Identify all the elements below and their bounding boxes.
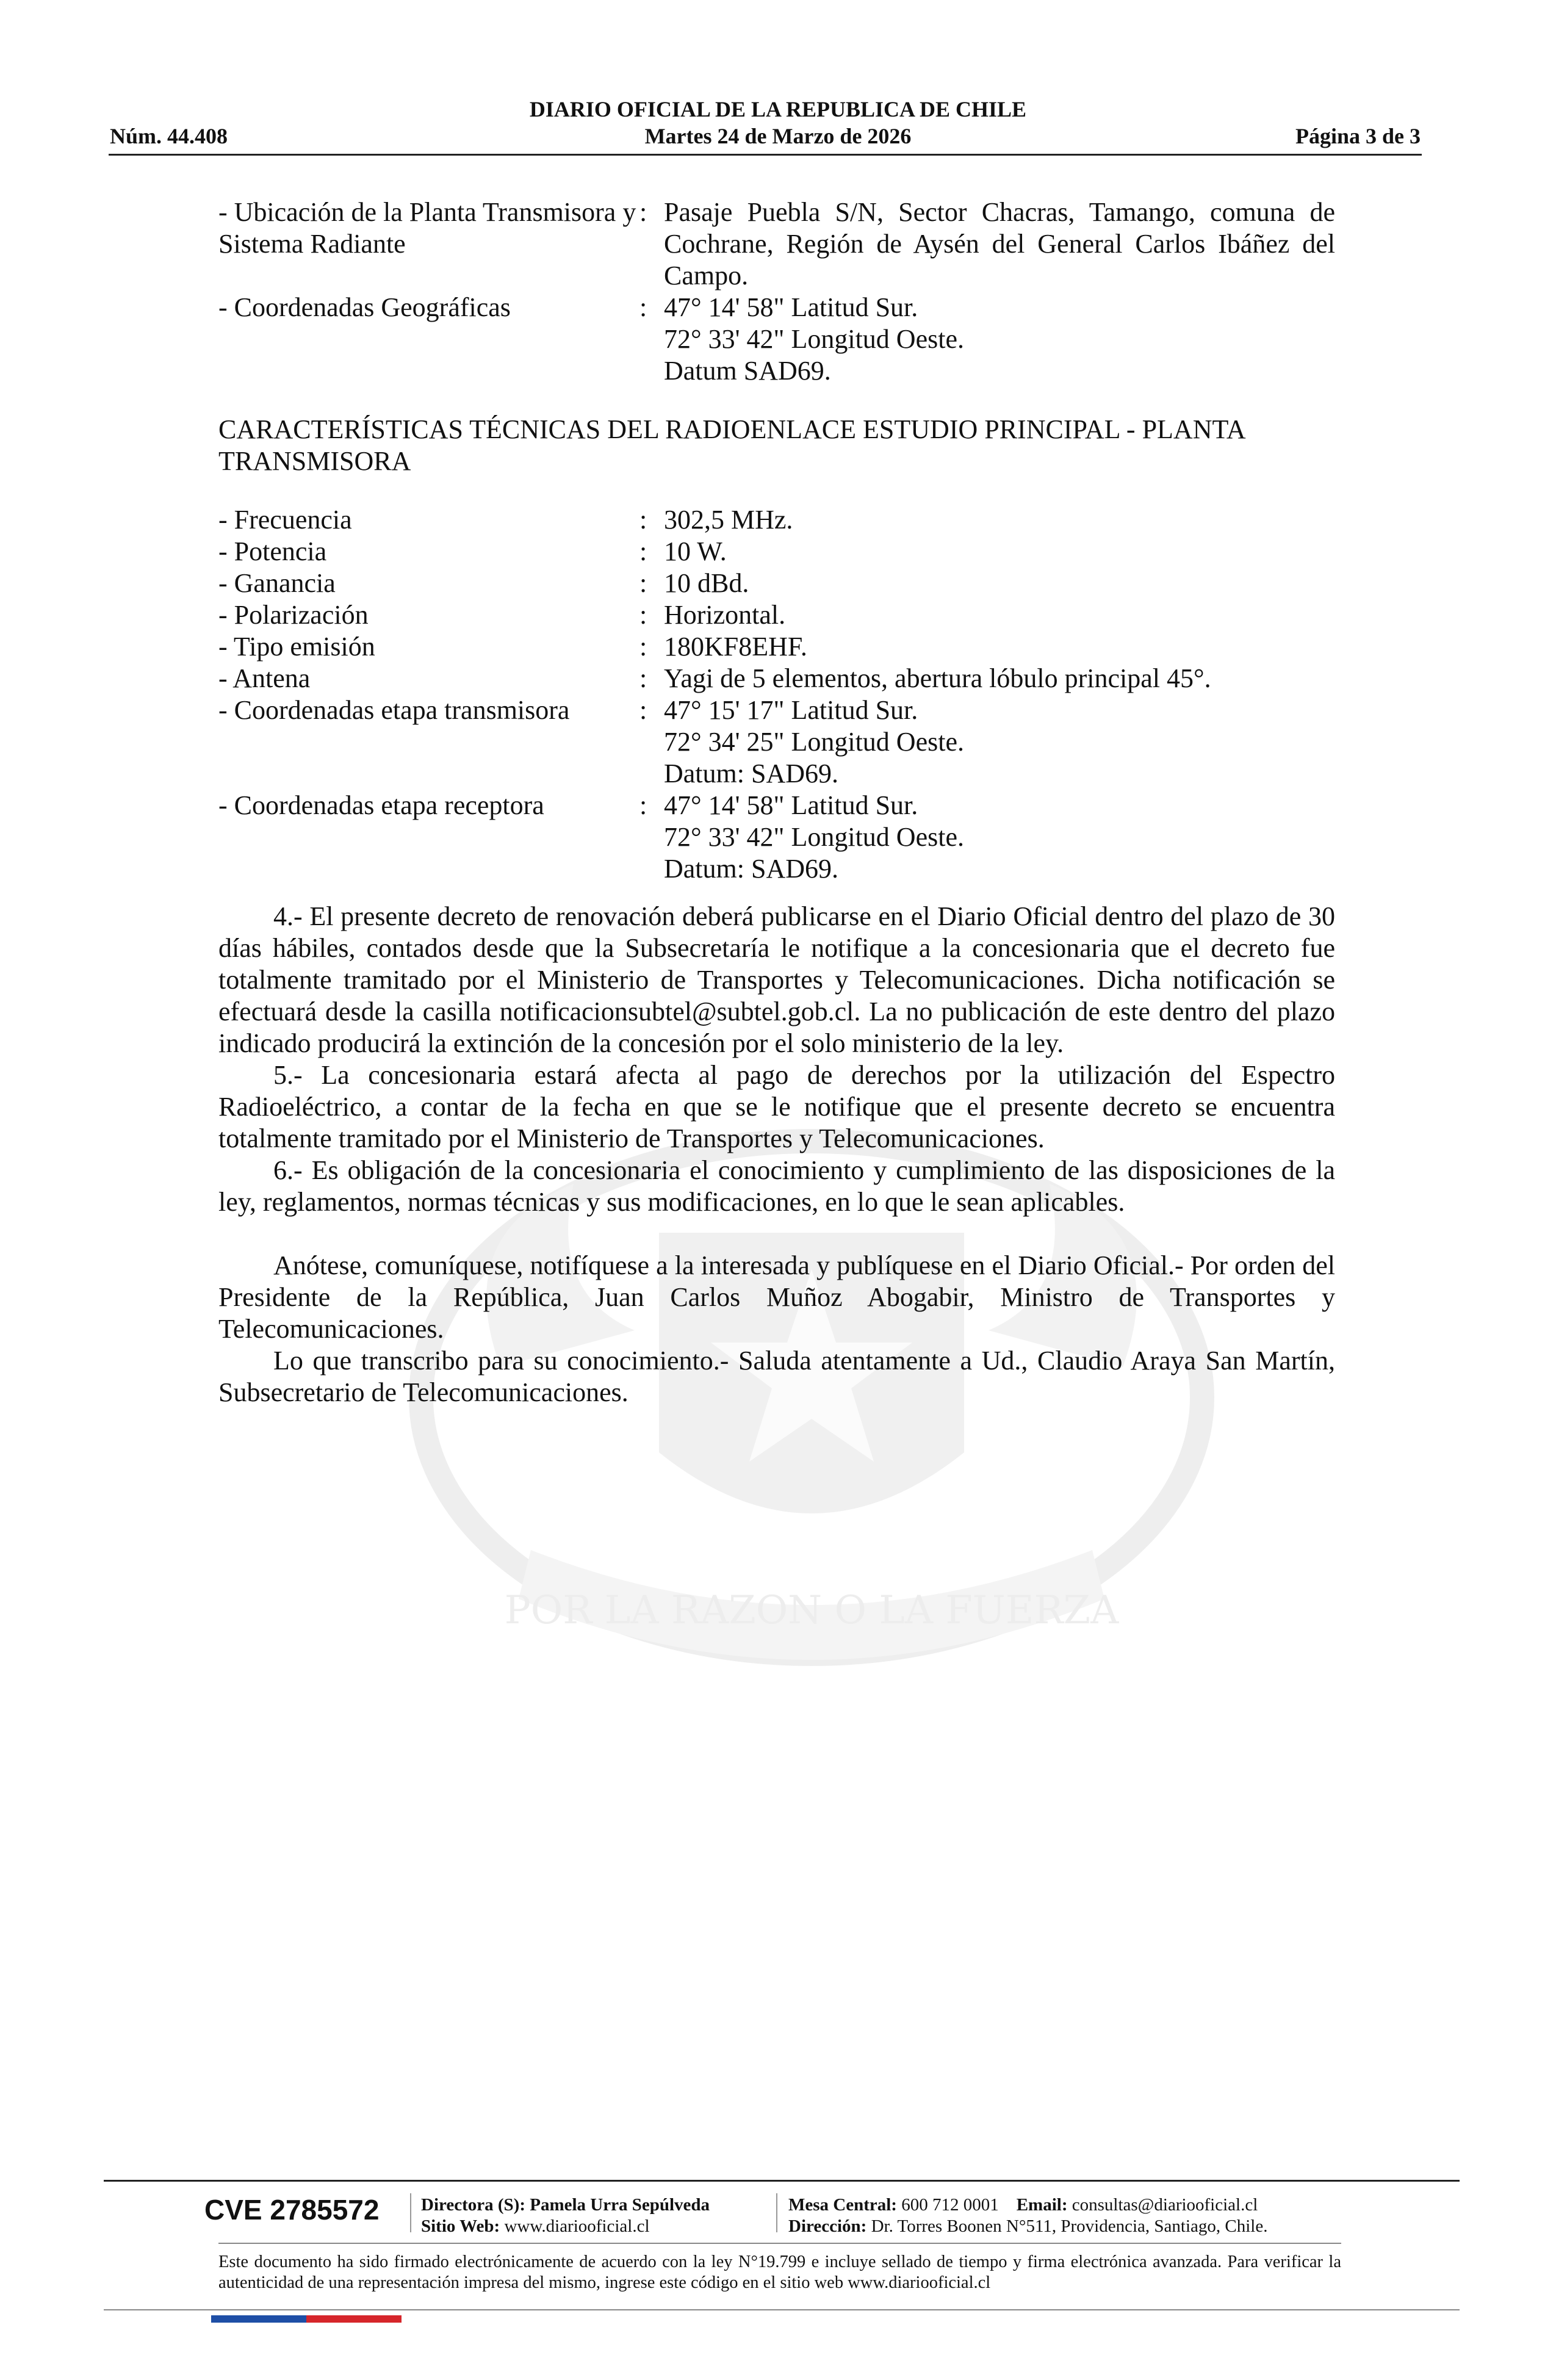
colon: : (639, 536, 647, 566)
spec-label: - Coordenadas etapa transmisora (218, 695, 570, 725)
signature-note: Este documento ha sido firmado electrónicamente de acuerdo con la ley N°19.799 e incluye sellado de tiempo y firma electrónica avanzada. Para verificar la autenticidad de una representación impresa del mismo, ingrese este código en el sitio web www.diariooficial.cl (218, 2252, 1341, 2292)
spec-label: - Antena (218, 663, 311, 693)
spec-value: 10 dBd. (664, 568, 749, 598)
phone-label: Mesa Central: (788, 2195, 897, 2215)
paragraph-5: 5.- La concesionaria estará afecta al pago de derechos por la utilización del Espectro Radioeléctrico, a contar de la fecha en que se le notifique que el presente decreto se encuentra totalmente tramitado por el Ministerio de Transportes y Telecomunicaciones. (218, 1060, 1335, 1153)
issue-date: Martes 24 de Marzo de 2026 (644, 124, 912, 148)
spec-value-line: 72° 33' 42" Longitud Oeste. (664, 324, 964, 354)
flag-stripe-red (306, 2315, 402, 2323)
spec-row (218, 568, 1335, 599)
spec-value-line: Datum: SAD69. (664, 854, 838, 884)
spec-value-line: 72° 33' 42" Longitud Oeste. (664, 822, 964, 852)
spec-value-line: 72° 34' 25" Longitud Oeste. (664, 727, 964, 757)
spec-row (218, 504, 1335, 536)
spec-row (218, 292, 1335, 387)
signature-paragraph: Lo que transcribo para su conocimiento.- Saluda atentamente a Ud., Claudio Araya San Martín, Subsecretario de Telecomunicaciones. (218, 1346, 1335, 1407)
phone-number: 600 712 0001 (901, 2195, 999, 2215)
spec-value (664, 790, 1335, 885)
web-label: Sitio Web: (421, 2216, 500, 2236)
colon: : (639, 695, 647, 725)
spec-label: - Ganancia (218, 568, 336, 598)
spec-label: - Polarización (218, 600, 369, 630)
footer-director-block (421, 2194, 710, 2237)
cve-code: CVE 2785572 (204, 2194, 380, 2226)
newspaper-title: DIARIO OFICIAL DE LA REPUBLICA DE CHILE (529, 97, 1027, 121)
spec-value-line: Datum: SAD69. (664, 759, 838, 788)
footer-separator (776, 2193, 777, 2232)
spec-row (218, 536, 1335, 568)
section-title: CARACTERÍSTICAS TÉCNICAS DEL RADIOENLACE ESTUDIO PRINCIPAL - PLANTA TRANSMISORA (218, 414, 1245, 476)
footer-divider (104, 2180, 1460, 2182)
spec-value-line: 47° 15' 17" Latitud Sur. (664, 695, 918, 725)
colon: : (639, 600, 647, 630)
page-number: Página 3 de 3 (1295, 124, 1421, 148)
watermark-motto: POR LA RAZON O LA FUERZA (504, 1588, 1119, 1633)
spec-label: - Coordenadas Geográficas (218, 292, 511, 322)
spec-value: 180KF8EHF. (664, 632, 807, 662)
spec-value: Horizontal. (664, 600, 786, 630)
spec-row (218, 663, 1335, 694)
issue-number: Núm. 44.408 (110, 124, 228, 148)
spec-row (218, 790, 1335, 885)
spec-row (218, 694, 1335, 790)
spec-row (218, 631, 1335, 663)
spec-value-line: Pasaje Puebla S/N, Sector Chacras, Tamango, comuna de Cochrane, Región de Aysén del General Carlos Ibáñez del Campo. (664, 197, 1335, 290)
colon: : (639, 197, 647, 227)
email-label: Email: (1016, 2195, 1068, 2215)
spec-value-line: 47° 14' 58" Latitud Sur. (664, 292, 918, 322)
spec-label: - Coordenadas etapa receptora (218, 790, 544, 820)
flag-stripe-blue (211, 2315, 306, 2323)
header-divider (109, 154, 1422, 156)
colon: : (639, 790, 647, 820)
footer-contact-block (788, 2194, 1267, 2237)
address-text: Dr. Torres Boonen N°511, Providencia, Santiago, Chile. (871, 2216, 1268, 2236)
spec-label: - Potencia (218, 536, 327, 566)
spec-value: 302,5 MHz. (664, 505, 793, 535)
spec-value-line: 47° 14' 58" Latitud Sur. (664, 790, 918, 820)
footer-bottom-divider (104, 2309, 1460, 2310)
email-link[interactable]: consultas@diariooficial.cl (1072, 2195, 1258, 2215)
document-body (218, 197, 1335, 1408)
spec-label: - Frecuencia (218, 505, 352, 535)
spec-value (664, 292, 1335, 387)
paragraph-4: 4.- El presente decreto de renovación deberá publicarse en el Diario Oficial dentro del plazo de 30 días hábiles, contados desde que la Subsecretaría le notifique a la concesionaria que el decreto fue totalmente tramitado por el Ministerio de Transportes y Telecomunicaciones. Dicha notificación se efectuará desde la casilla notificacionsubtel@subtel.gob.cl. La no publicación de este dentro del plazo indicado producirá la extinción de la concesión por el solo ministerio de la ley. (218, 901, 1335, 1058)
colon: : (639, 292, 647, 322)
colon: : (639, 505, 647, 535)
footer-thin-divider (218, 2243, 1341, 2244)
colon: : (639, 568, 647, 598)
spec-row (218, 197, 1335, 292)
paragraph-6: 6.- Es obligación de la concesionaria el conocimiento y cumplimiento de las disposiciones de la ley, reglamentos, normas técnicas y sus modificaciones, en lo que le sean aplicables. (218, 1155, 1335, 1217)
spec-value: 10 W. (664, 536, 727, 566)
spec-value: Yagi de 5 elementos, abertura lóbulo principal 45°. (664, 663, 1211, 693)
footer-separator (410, 2193, 411, 2232)
colon: : (639, 663, 647, 693)
director-label: Directora (S): (421, 2195, 525, 2215)
website-link[interactable]: www.diariooficial.cl (504, 2216, 650, 2236)
spec-value-line: Datum SAD69. (664, 356, 831, 386)
spec-value (664, 197, 1335, 292)
address-label: Dirección: (788, 2216, 867, 2236)
closing-paragraph: Anótese, comuníquese, notifíquese a la interesada y publíquese en el Diario Oficial.- Por orden del Presidente de la República, Juan Carlos Muñoz Abogabir, Ministro de Transportes y Telecomunicaciones. (218, 1250, 1335, 1344)
colon: : (639, 632, 647, 662)
spec-label: - Tipo emisión (218, 632, 375, 662)
spec-row (218, 599, 1335, 631)
spec-value (664, 694, 1335, 790)
spec-label: - Ubicación de la Planta Transmisora y Sistema Radiante (218, 197, 636, 259)
director-name: Pamela Urra Sepúlveda (530, 2195, 710, 2215)
